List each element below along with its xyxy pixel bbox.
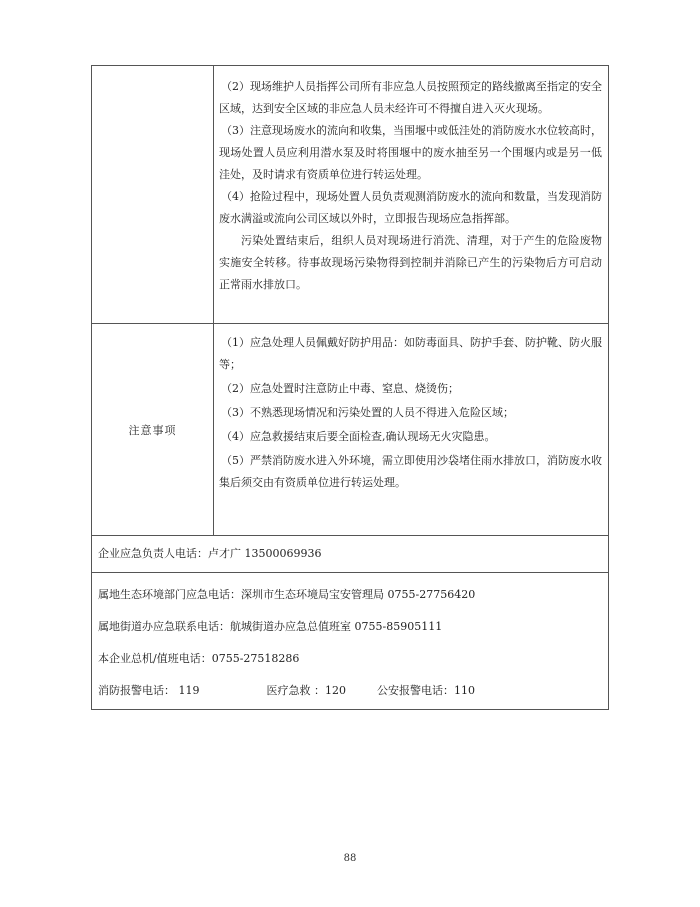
notes-content-cell [214, 324, 608, 535]
table-row-responsible [92, 536, 608, 573]
police-phone: 公安报警电话：110 [377, 684, 475, 697]
medical-phone: 医疗急救 ：120 [266, 684, 346, 697]
street-office-contact: 属地街道办应急联系电话：航城街道办应急总值班室 0755-85905111 [98, 620, 443, 633]
table-row-measures [92, 66, 608, 324]
note-item: （4）应急救援结束后要全面检查,确认现场无火灾隐患。 [221, 430, 496, 443]
measure-paragraph-3: （3）注意现场废水的流向和收集，当围堰中或低洼处的消防废水水位较高时，现场处置人员应利用潜水泵及时将围堰中的废水抽至另一个围堰内或是另一低洼处，及时请求有资质单位进行转运处理。 [219, 124, 602, 181]
contacts-cell [92, 573, 608, 709]
table-row-notes [92, 324, 608, 536]
page-number: 88 [343, 853, 357, 864]
fire-phone: 消防报警电话： 119 [98, 684, 200, 697]
note-item: （5）严禁消防废水进入外环境，需立即使用沙袋堵住雨水排放口，消防废水收集后须交由有资质单位进行转运处理。 [219, 454, 602, 489]
notes-label: 注意事项 [92, 324, 214, 535]
measures-content-cell [214, 66, 608, 323]
note-item: （2）应急处置时注意防止中毒、窒息、烧烫伤； [221, 382, 459, 395]
measures-label-cell [92, 66, 214, 323]
responsible-contact: 企业应急负责人电话：卢才广 13500069936 [98, 547, 322, 560]
measure-paragraph-4: （4）抢险过程中，现场处置人员负责观测消防废水的流向和数量，当发现消防废水满溢或流向公司区域以外时，立即报告现场应急指挥部。 [219, 190, 602, 225]
emergency-table [91, 65, 609, 710]
company-contact: 本企业总机/值班电话：0755-27518286 [98, 652, 300, 665]
env-dept-contact: 属地生态环境部门应急电话：深圳市生态环境局宝安管理局 0755-27756420 [98, 588, 476, 601]
measure-paragraph-2: （2）现场维护人员指挥公司所有非应急人员按照预定的路线撤离至指定的安全区域，达到安全区域的非应急人员未经许可不得擅自进入灭火现场。 [219, 80, 602, 115]
measure-paragraph-5: 污染处置结束后，组织人员对现场进行消洗、清理，对于产生的危险废物实施安全转移。待事故现场污染物得到控制并消除已产生的污染物后方可启动正常雨水排放口。 [219, 234, 602, 291]
note-item: （1）应急处理人员佩戴好防护用品：如防毒面具、防护手套、防护靴、防火服等； [219, 336, 602, 371]
emergency-numbers-line [98, 675, 602, 707]
table-row-contacts [92, 573, 608, 709]
note-item: （3）不熟悉现场情况和污染处置的人员不得进入危险区域； [221, 406, 514, 419]
